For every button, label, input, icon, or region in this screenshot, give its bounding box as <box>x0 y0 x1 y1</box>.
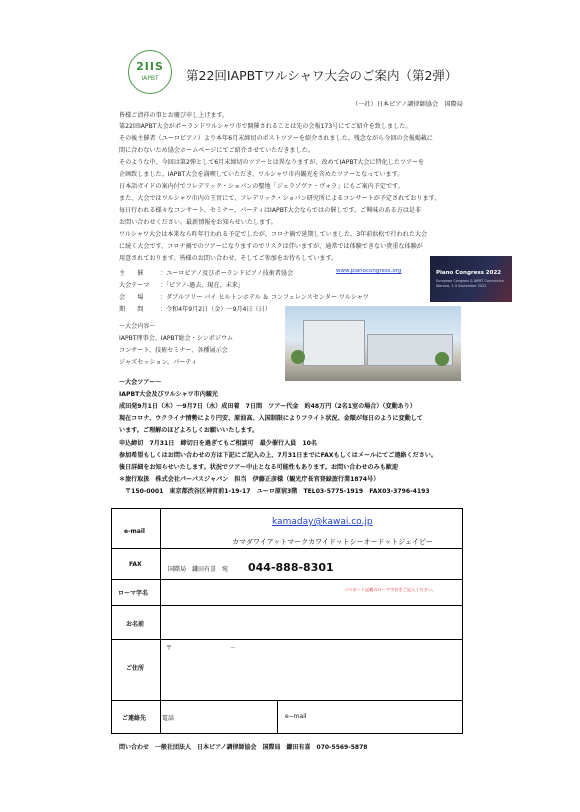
detail-key: 主 催 <box>119 270 144 277</box>
tree-shape <box>435 352 449 366</box>
email-label: e-mail <box>124 528 145 535</box>
tour-line: IAPBT大会及びワルシャワ市内観光 <box>119 391 219 398</box>
intro-line: お問い合わせください。最新情報をお知らせいたします。 <box>119 219 277 226</box>
intro-line: 企画致しました。IAPBT大会を満喫していただき、ワルシャワ市内観光を含めたツアーとなっています。 <box>119 171 404 178</box>
intro-line: 毎日行われる様々なコンサート、セミナー、パーティはIAPBT大会ならではの催しです。ご興味のある方は是非 <box>119 207 422 214</box>
intro-line: 間に合わないため協会ホームページにてご紹介させていただきました。 <box>119 147 314 154</box>
detail-key: 期 間 <box>119 306 144 313</box>
form-row-divider <box>112 605 462 606</box>
intro-line: 日本語ガイドの案内付でフレデリック・ショパンの聖地「ジェラゾヴァ・ヴォラ」にもご案内予定です。 <box>119 183 404 190</box>
detail-value: ：「ピアノ-過去、現在、未来」 <box>160 282 244 289</box>
logo-mark: 2IIS <box>136 60 164 73</box>
tour-line: 申込締切 7月31日 締切日を過ぎてもご相談可 最少催行人員 10名 <box>119 440 317 447</box>
intro-line: そのような中、今回は第2弾として6月末締切のツアーとは異なりますが、改めてIAPBT大会に特化したツアーを <box>119 159 425 166</box>
banner-line: Warsaw, 2-4 September 2022 <box>436 284 487 288</box>
fax-number: 044-888-8301 <box>248 561 334 574</box>
tour-line: 成田発9月1日（木）〜9月7日（水）成田着 7日間 ツアー代金 約48万円（2名1室の場合）（変動あり） <box>119 403 416 410</box>
romaji-note: パスポート記載のローマ字名をご記入ください。 <box>344 587 437 592</box>
form-row-divider <box>112 579 462 580</box>
page-title: 第22回IAPBTワルシャワ大会のご案内（第2弾） <box>186 68 458 83</box>
fax-label: FAX <box>129 561 142 568</box>
fax-recipient: 国際局 鎌田有喜 宛 <box>168 566 229 573</box>
detail-value: ：ダブルツリー バイ ヒルトンホテル ＆ コンフェレンスセンター ワルシャワ <box>160 294 369 301</box>
contact-email-label: e−mail <box>285 713 307 720</box>
postal-mark: 〒 <box>166 645 173 652</box>
tour-heading: 〜大会ツアー〜 <box>119 379 162 386</box>
detail-key: 会 場 <box>119 294 144 301</box>
form-row-divider <box>112 548 462 549</box>
form-column-divider <box>277 700 278 733</box>
intro-line: ワルシャワ大会は本来なら昨年行われる予定でしたが、コロナ禍で延期していました。3年前浜松で行われた大会 <box>119 231 428 238</box>
tour-line: 後日詳細をお知らせいたします。状況でツアー中止となる可能性もあります。お問い合わせのみも歓迎 <box>119 464 398 471</box>
detail-value: ：ユーロピアノ及びポーランドピアノ技術者協会 <box>160 270 294 277</box>
address-label: ご住所 <box>126 665 145 672</box>
intro-line: その後主催者（ユーロピアノ）より本年6月末締切のポストツアーを紹介されました。残念ながら今回の会報掲載に <box>119 135 433 142</box>
tour-line: 現在コロナ、ウクライナ情勢により円安、原油高、入国制限によりフライト状況、金額が毎日のように変動して <box>119 415 423 422</box>
banner-title: Piano Congress 2022 <box>436 270 502 276</box>
detail-value: ：令和4年9月2日（金）〜9月4日（日） <box>160 306 271 313</box>
contact-label: ご連絡先 <box>122 715 147 722</box>
intro-line: に続く大会です。コロナ禍でのツアーになりますのでリスクは伴いますが、通常では体験できない貴重な体験が <box>119 243 423 250</box>
intro-line: 皆様ご清祥の事とお慶び申し上げます。 <box>119 112 229 119</box>
intro-line: 第22回IAPBT大会がポーランドワルシャワ市で開催されることは先の会報173号にてご紹介を致しました。 <box>119 123 412 130</box>
congress-banner-image <box>430 256 512 302</box>
intro-line: 用意されております。皆様のお問い合わせ、そしてご参加をお待ちしています。 <box>119 255 338 262</box>
building-shape <box>303 320 365 366</box>
postal-dash: － <box>230 645 237 652</box>
name-label: お名前 <box>126 621 145 628</box>
organization: （一社）日本ピアノ調律師協会 国際局 <box>352 101 463 108</box>
contents-item: ジャズセッション、パーティ <box>119 359 197 366</box>
tour-line: 〒150-0001 東京都渋谷区神宮前1-19-17 ユーロ原宿3階 TEL03-5775-1919 FAX03-3796-4193 <box>125 488 430 495</box>
hotel-photo <box>285 306 461 381</box>
contact-footer: 問い合わせ 一般社団法人 日本ピアノ調律師協会 国際局 鎌田有喜 070-5569-5878 <box>119 744 368 751</box>
email-reading: カマダワイアットマークカワイドットシーオードットジェイピー <box>232 538 433 546</box>
form-row-divider <box>112 700 462 701</box>
tree-shape <box>291 350 305 364</box>
congress-website-link[interactable]: www.pianocongress.org <box>336 268 402 274</box>
form-row-divider <box>112 639 462 640</box>
tour-line: ＊旅行取扱 株式会社パーパスジャパン 担当 伊藤正彦様（観光庁長官登録旅行業1874号） <box>119 476 380 483</box>
form-column-divider <box>160 509 161 733</box>
tour-line: います。ご理解のほどよろしくお願いいたします。 <box>119 427 259 434</box>
intro-line: また、大会ではワルシャワ市内の王宮にて、フレデリック・ショパン研究所によるコンサートが予定されております。 <box>119 195 441 202</box>
contents-item: コンサート、技術セミナー、各種展示会 <box>119 347 228 354</box>
tel-label: 電話 <box>162 715 175 722</box>
application-form <box>111 508 463 734</box>
banner-line: European Congress & IAPBT Convention <box>436 279 504 283</box>
detail-key: 大会テーマ <box>119 282 150 289</box>
email-address[interactable]: kamaday@kawai.co.jp <box>272 517 373 527</box>
tour-line: 参加希望もしくはお問い合わせの方は下記にご記入の上、7月31日までにFAXもしくはメールにてご連絡ください。 <box>119 452 437 459</box>
contents-heading: 〜大会内容〜 <box>119 323 156 330</box>
contents-item: IAPBT理事会、IAPBT総会・シンポジウム <box>119 335 234 342</box>
romaji-label: ローマ字名 <box>118 590 149 597</box>
logo-text: IAPBT <box>141 75 159 82</box>
iapbt-logo <box>128 50 172 94</box>
